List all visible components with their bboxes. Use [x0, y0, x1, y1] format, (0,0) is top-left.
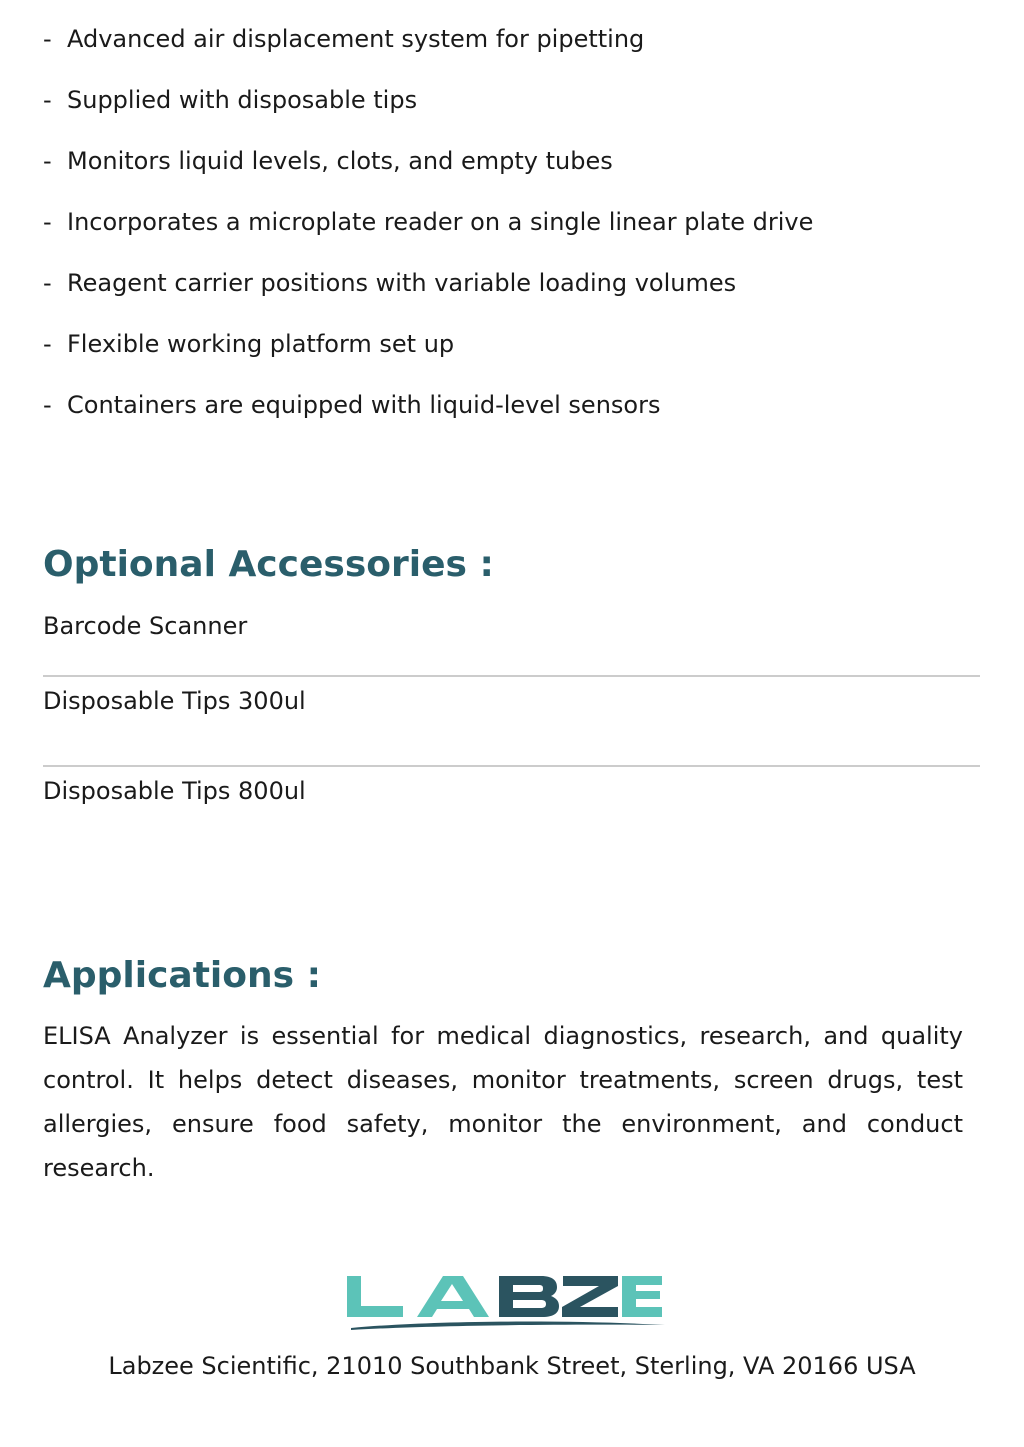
accessories-list	[43, 602, 980, 855]
feature-item	[43, 22, 983, 83]
applications-paragraph: ELISA Analyzer is essential for medical diagnostics, research, and quality control. It helps detect diseases, monitor treatments, screen drugs, test allergies, ensure food safety, monitor the environment, and conduct research.	[43, 1022, 963, 1182]
bullet-dash: -	[43, 330, 52, 358]
bullet-dash: -	[43, 208, 52, 236]
feature-text: Supplied with disposable tips	[67, 86, 418, 114]
feature-item	[43, 266, 983, 327]
accessory-item: Disposable Tips 300ul	[43, 687, 306, 715]
features-list	[43, 22, 983, 449]
bullet-dash: -	[43, 391, 52, 419]
accessory-item: Disposable Tips 800ul	[43, 777, 306, 805]
company-address: Labzee Scientific, 21010 Southbank Street, Sterling, VA 20166 USA	[108, 1352, 916, 1380]
accessory-item: Barcode Scanner	[43, 612, 248, 640]
applications-heading: Applications :	[43, 955, 321, 996]
feature-text: Monitors liquid levels, clots, and empty tubes	[67, 147, 613, 175]
feature-text: Flexible working platform set up	[67, 330, 455, 358]
feature-item	[43, 388, 983, 449]
bullet-dash: -	[43, 147, 52, 175]
feature-text: Containers are equipped with liquid-level sensors	[67, 391, 661, 419]
feature-item	[43, 205, 983, 266]
bullet-dash: -	[43, 269, 52, 297]
optional-accessories-heading: Optional Accessories :	[43, 544, 494, 585]
labzee-logo-graphic	[345, 1268, 670, 1334]
labzee-logo	[345, 1268, 670, 1334]
feature-item	[43, 83, 983, 144]
feature-text: Advanced air displacement system for pipetting	[67, 25, 645, 53]
bullet-dash: -	[43, 86, 52, 114]
bullet-dash: -	[43, 25, 52, 53]
feature-text: Reagent carrier positions with variable loading volumes	[67, 269, 737, 297]
feature-item	[43, 327, 983, 388]
feature-text: Incorporates a microplate reader on a single linear plate drive	[67, 208, 814, 236]
feature-item	[43, 144, 983, 205]
